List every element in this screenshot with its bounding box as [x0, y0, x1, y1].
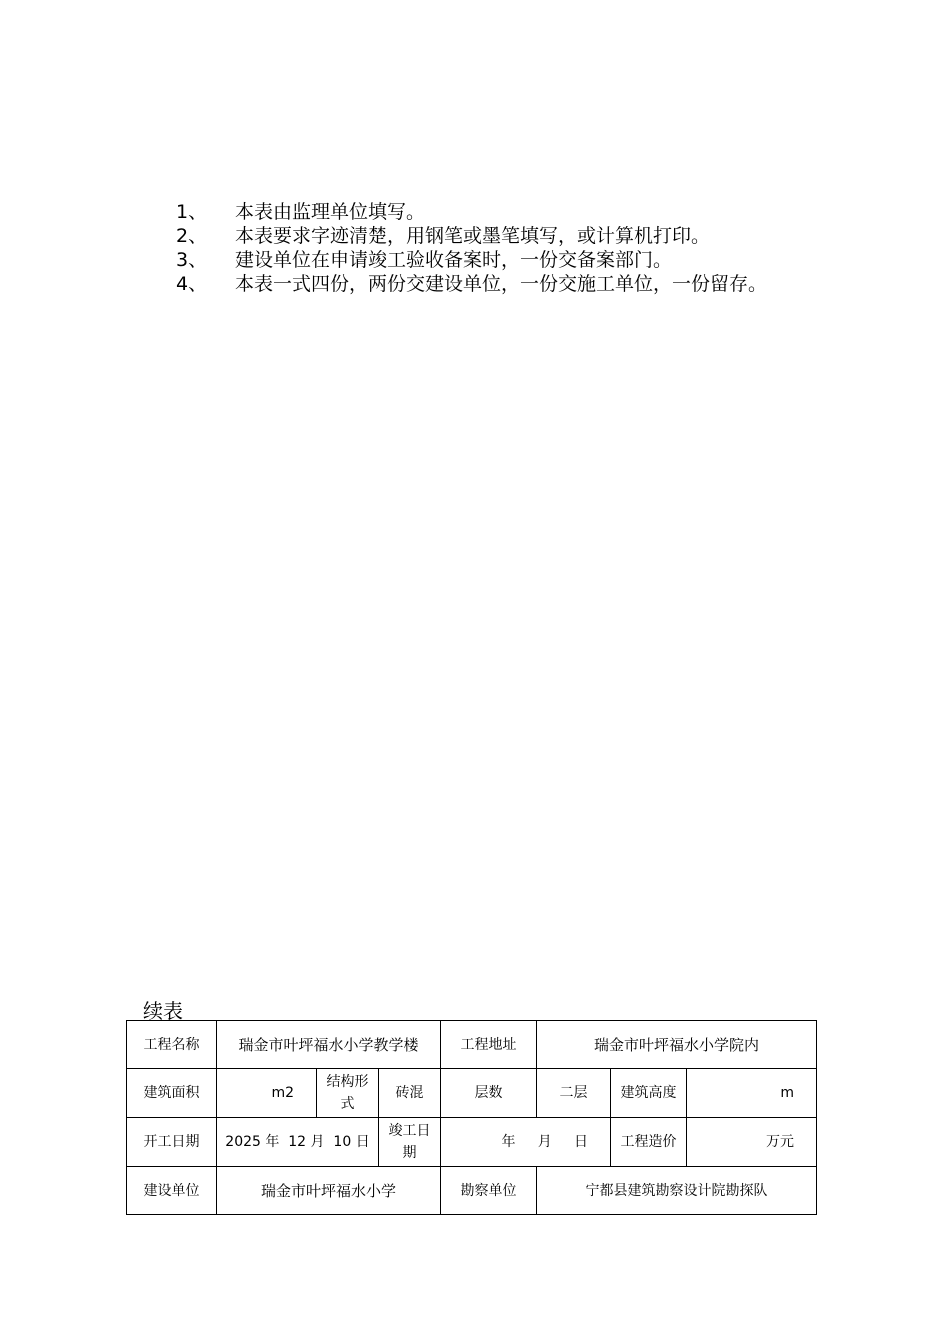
- project-address-value: 瑞金市叶坪福水小学院内: [537, 1021, 817, 1069]
- structure-type-label: 结构形式: [317, 1069, 379, 1118]
- survey-unit-label: 勘察单位: [441, 1167, 537, 1215]
- instruction-text: 建设单位在申请竣工验收备案时，一份交备案部门。: [235, 249, 673, 271]
- building-area-label: 建筑面积: [127, 1069, 217, 1118]
- continuation-title: 续表: [143, 999, 183, 1023]
- instruction-text: 本表由监理单位填写。: [235, 201, 426, 223]
- floors-value: 二层: [537, 1069, 611, 1118]
- instruction-number: 4、: [176, 273, 208, 295]
- completion-date-label: 竣工日期: [379, 1118, 441, 1167]
- building-area-unit: m2: [217, 1069, 317, 1118]
- instruction-item: [176, 272, 816, 296]
- project-info-table: [126, 1020, 817, 1215]
- builder-label: 建设单位: [127, 1167, 217, 1215]
- instruction-item: [176, 200, 816, 224]
- instruction-text: 本表一式四份，两份交建设单位，一份交施工单位，一份留存。: [235, 273, 768, 295]
- completion-date-value: 年 月 日: [441, 1118, 611, 1167]
- instruction-number: 1、: [176, 201, 208, 223]
- project-name-value: 瑞金市叶坪福水小学教学楼: [217, 1021, 441, 1069]
- project-address-label: 工程地址: [441, 1021, 537, 1069]
- table-row: [127, 1021, 817, 1069]
- instruction-text: 本表要求字迹清楚，用钢笔或墨笔填写，或计算机打印。: [235, 225, 711, 247]
- instruction-item: [176, 248, 816, 272]
- instruction-number: 2、: [176, 225, 208, 247]
- table-row: [127, 1118, 817, 1167]
- start-date-label: 开工日期: [127, 1118, 217, 1167]
- table-row: [127, 1167, 817, 1215]
- instruction-item: [176, 224, 816, 248]
- project-name-label: 工程名称: [127, 1021, 217, 1069]
- survey-unit-value: 宁都县建筑勘察设计院勘探队: [537, 1167, 817, 1215]
- project-cost-unit: 万元: [687, 1118, 817, 1167]
- project-cost-label: 工程造价: [611, 1118, 687, 1167]
- building-height-label: 建筑高度: [611, 1069, 687, 1118]
- structure-type-value: 砖混: [379, 1069, 441, 1118]
- table-row: [127, 1069, 817, 1118]
- building-height-unit: m: [687, 1069, 817, 1118]
- start-date-value: 2025 年 12 月 10 日: [217, 1118, 379, 1167]
- builder-value: 瑞金市叶坪福水小学: [217, 1167, 441, 1215]
- instruction-number: 3、: [176, 249, 208, 271]
- instructions-list: [176, 200, 816, 296]
- floors-label: 层数: [441, 1069, 537, 1118]
